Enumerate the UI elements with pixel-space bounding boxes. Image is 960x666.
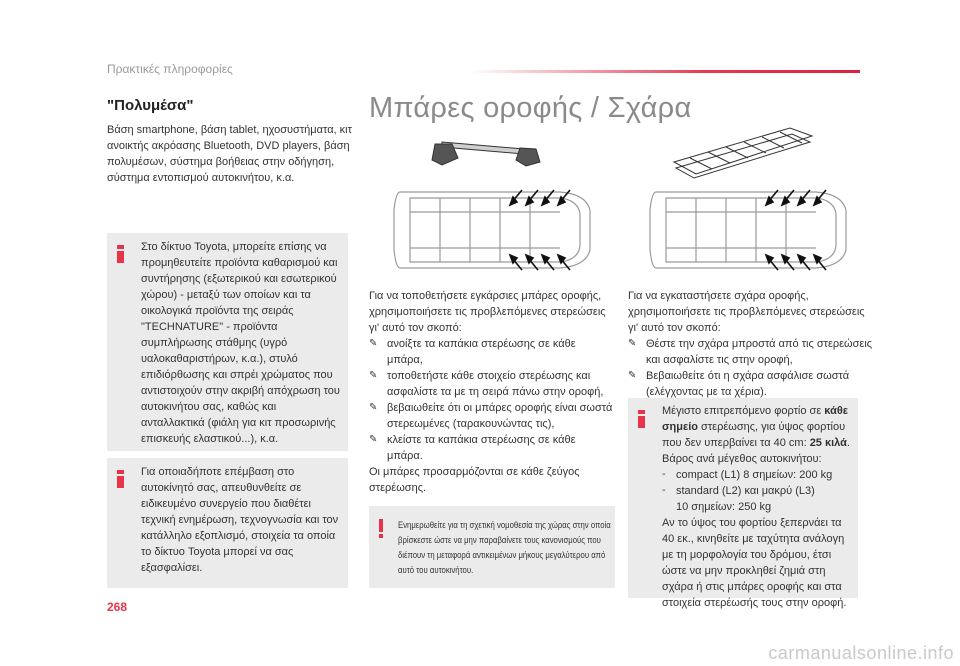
watermark: carmanualsonline.info: [768, 643, 954, 663]
bullet-icon: ✎: [369, 434, 378, 445]
page-number: 268: [107, 600, 128, 614]
info-box-load: [628, 398, 858, 609]
header-accent-bar: [470, 70, 860, 73]
weight-item: - compact (L1) 8 σημείων: 200 kg: [662, 469, 833, 481]
multimedia-body: Βάση smartphone, βάση tablet, ηχοσυστήματα, κιτ ανοικτής ακρόασης Bluetooth, DVD players, βάση πολυμέσων, σύστημα βοήθειας στην οδήγηση, σύστημα εντοπισμού αυτοκινήτου, κ.α.: [107, 124, 352, 184]
warning-box-legislation: [369, 506, 615, 588]
weight-item-cont: 10 σημείων: 250 kg: [676, 501, 772, 513]
load-max-line: Μέγιστο επιτρεπόμενο φορτίο σε κάθε σημείο στερέωσης, για ύψος φορτίου που δεν υπερβαίνει τα 40 cm: 25 κιλά.: [662, 405, 850, 449]
roof-bars-step: ✎ τοποθετήστε κάθε στοιχείο στερέωσης και ασφαλίστε τα με τη σειρά πάνω στην οροφή,: [369, 370, 604, 398]
roof-bars-intro: Για να τοποθετήσετε εγκάρσιες μπάρες οροφής, χρησιμοποιήσετε τις προβλεπόμενες στερεώσεις γι' αυτό τον σκοπό:: [369, 290, 606, 334]
roof-rack-image: [674, 128, 812, 178]
bullet-icon: ✎: [369, 338, 378, 349]
roof-bar-image: [432, 142, 540, 166]
roof-title: Μπάρες οροφής / Σχάρα: [369, 92, 692, 124]
roof-bars-step: ✎ κλείστε τα καπάκια στερέωσης σε κάθε μπάρα.: [369, 434, 576, 462]
bullet-icon: ✎: [369, 402, 378, 413]
bullet-icon: ✎: [628, 370, 637, 381]
info-icon: [117, 245, 125, 263]
info-icon: [638, 410, 646, 428]
roof-bars-illustration: [380, 130, 620, 280]
mount-arrows: [766, 190, 826, 270]
load-note: Αν το ύψος του φορτίου ξεπερνάει τα 40 εκ., κινηθείτε με ταχύτητα ανάλογη με τη μορφολογία του δρόμου, έτσι ώστε να μην προκληθεί ζημιά στη σχάρα ή στις μπάρες οροφής και στα στοιχεία στερέωσής τους στην οροφή.: [662, 517, 847, 609]
multimedia-title: "Πολυμέσα": [107, 97, 194, 114]
roof-rack-intro: Για να εγκαταστήσετε σχάρα οροφής, χρησιμοποιήσετε τις προβλεπόμενες στερεώσεις γι' αυτό τον σκοπό:: [628, 290, 865, 334]
weight-item: - standard (L2) και μακρύ (L3): [662, 485, 815, 497]
roof-rack-step: ✎ Θέστε την σχάρα μπροστά από τις στερεώσεις και ασφαλίστε τις στην οροφή,: [628, 338, 873, 366]
bullet-icon: ✎: [628, 338, 637, 349]
mount-arrows: [510, 190, 570, 270]
info-box-service-text: Για οποιαδήποτε επέμβαση στο αυτοκίνητό σας, απευθυνθείτε σε ειδικευμένο συνεργείο που διαθέτει τεχνική ενημέρωση, τεχνογνωσία και τον κατάλληλο εξοπλισμό, στοιχεία τα οποία το δίκτυο Toyota μπορεί να σας εξασφαλίσει.: [141, 466, 339, 574]
info-icon: [117, 470, 125, 488]
load-box-text: [662, 403, 854, 611]
info-box-service: [107, 458, 348, 588]
roof-bars-outro: Οι μπάρες προσαρμόζονται σε κάθε ζεύγος στερέωσης.: [369, 466, 580, 494]
roof-bars-step: ✎ ανοίξτε τα καπάκια στερέωσης σε κάθε μπάρα,: [369, 338, 576, 366]
roof-bars-step: ✎ βεβαιωθείτε ότι οι μπάρες οροφής είναι σωστά στερεωμένες (ταρακουνώντας τις),: [369, 402, 613, 430]
warning-box-text: Ενημερωθείτε για τη σχετική νομοθεσία της χώρας στην οποία βρίσκεστε ώστε να μην παραβαίνετε τους κανονισμούς που διέπουν τη μεταφορά αντικειμένων μήκους μεγαλύτερου από αυτό του αυτοκινήτου.: [398, 520, 611, 575]
weight-label: Βάρος ανά μέγεθος αυτοκινήτου:: [662, 453, 822, 465]
info-box-products: [107, 233, 348, 451]
info-box-products-text: Στο δίκτυο Toyota, μπορείτε επίσης να προμηθευτείτε προϊόντα καθαρισμού και συντήρησης (εξωτερικού και εσωτερικού χώρου) - μεταξύ των οποίων και τα οικολογικά προϊόντα της σειράς "TECHNATURE" - προϊόντα συμπλήρωσης στάθμης (υγρό υαλοκαθαριστήρων, κ.α.), στυλό επιδιόρθωσης και σπρέι χρώματος που αντιστοιχούν στην ακριβή απόχρωση του αυτοκινήτου σας, καθώς και ανταλλακτικά (φιάλη για κιτ προσωρινής επισκευής ελαστικού...), κ.α.: [141, 241, 340, 445]
roof-rack-instructions: [628, 288, 873, 400]
bullet-icon: ✎: [369, 370, 378, 381]
roof-rack-illustration: [640, 122, 880, 282]
roof-rack-step: ✎ Βεβαιωθείτε ότι η σχάρα ασφάλισε σωστά (ελέγχοντας με τα χέρια).: [628, 370, 850, 398]
warning-icon: [379, 519, 384, 538]
roof-bars-instructions: [369, 288, 614, 496]
section-header: Πρακτικές πληροφορίες: [107, 62, 233, 76]
